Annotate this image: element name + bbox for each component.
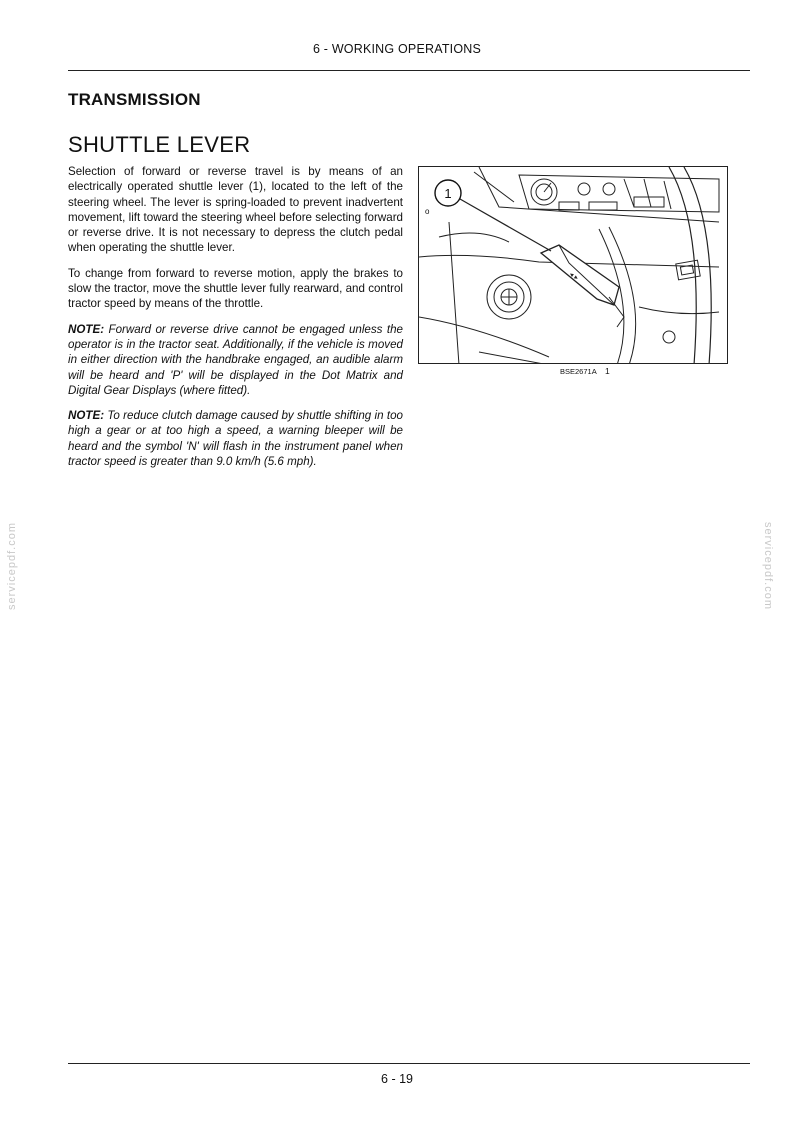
note-2: [68, 408, 403, 469]
note-1-label: NOTE:: [68, 322, 105, 336]
shuttle-lever-illustration: [418, 166, 728, 364]
watermark-left: servicepdf.com: [6, 522, 18, 610]
cab-line-drawing: [419, 167, 728, 364]
paragraph-2: To change from forward to reverse motion, apply the brakes to slow the tractor, move the shuttle lever fully rearward, and control tractor speed by means of the throttle.: [68, 266, 403, 311]
note-1-text: Forward or reverse drive cannot be engaged unless the operator is in the tractor seat. Additionally, if the vehicle is moved in either direction with the handbrake engaged, an audible alarm will be heard and 'P' will be displayed in the Dot Matrix and Digital Gear Displays (where fitted).: [68, 322, 403, 397]
footer-rule: [68, 1063, 750, 1064]
watermark-right: servicepdf.com: [762, 522, 774, 610]
subsection-title: SHUTTLE LEVER: [68, 132, 251, 157]
paragraph-1: Selection of forward or reverse travel is by means of an electrically operated shuttle lever (1), located to the left of the steering wheel. The lever is spring-loaded to prevent inadvertent movement, lift toward the steering wheel before selecting forward or reverse drive. It is not necessary to depress the clutch pedal when operating the shuttle lever.: [68, 165, 403, 255]
note-2-text: To reduce clutch damage caused by shuttle shifting in too high a gear or at too high a speed, a warning bleeper will be heard and the symbol 'N' will flash in the instrument panel when tractor speed is greater than 9.0 km/h (5.6 mph).: [68, 409, 403, 469]
svg-text:◂ ▸: ◂ ▸: [567, 270, 581, 282]
header-rule: [68, 70, 750, 71]
note-2-label: NOTE:: [68, 409, 105, 423]
svg-text:o: o: [425, 207, 430, 216]
page-number: 6 - 19: [381, 1072, 413, 1086]
body-text-column: [68, 164, 403, 479]
note-1: [68, 322, 403, 398]
callout-number: 1: [444, 186, 452, 201]
figure-number: 1: [605, 366, 610, 376]
section-title: TRANSMISSION: [68, 90, 201, 109]
chapter-header: 6 - WORKING OPERATIONS: [312, 42, 482, 56]
figure-reference-code: BSE2671A: [560, 367, 597, 376]
